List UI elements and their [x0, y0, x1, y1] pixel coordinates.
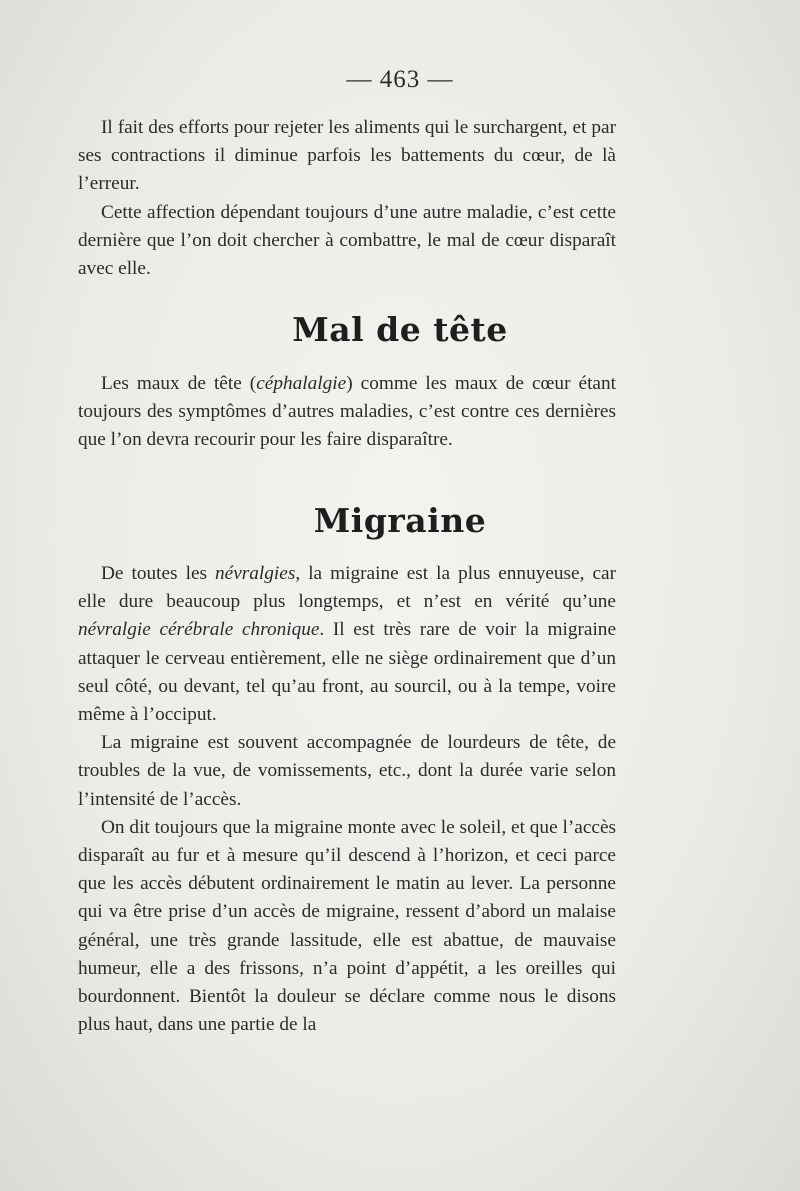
- heading-mal-de-tete: Mal de tête: [292, 310, 508, 349]
- migraine-paragraph-3: On dit toujours que la migraine monte avec le soleil, et que l’accès disparaît au fur et à mesure qu’il descend à l’horizon, et ceci parce que les accès débutent ordinairement le matin au lever. La personne qui va être prise d’un accès de migraine, ressent d’abord un malaise général, une très grande lassitude, elle est abattue, de mauvaise humeur, elle a des frissons, n’a point d’appétit, a les oreilles qui bourdonnent. Bientôt la douleur se déclare comme nous le disons plus haut, dans une partie de la: [78, 816, 616, 1036]
- term-nevralgie-cerebrale: névralgie cérébrale chronique: [78, 619, 320, 641]
- mal-de-tete-text-b: ) comme les maux de cœur étant toujours des symptômes d’autres maladies, c’est contre ces dernières que l’on devra recourir pour les faire disparaître.: [78, 373, 616, 451]
- heading-migraine: Migraine: [313, 501, 487, 540]
- mal-de-tete-paragraph: [78, 370, 616, 455]
- migraine-text-c: . Il est très rare de voir la migraine attaquer le cerveau entièrement, elle ne siège ordinairement que d’un seul côté, ou devant, tel qu’au front, au sourcil, ou à la tempe, voire même à l’occiput.: [78, 619, 616, 726]
- mal-de-tete-text: [78, 370, 616, 455]
- migraine-paragraph-2: La migraine est souvent accompagnée de lourdeurs de tête, de troubles de la vue, de vomissements, etc., dont la durée varie selon l’intensité de l’accès.: [78, 732, 616, 810]
- mal-de-tete-text-a: Les maux de tête (: [101, 373, 257, 394]
- migraine-text: [78, 560, 616, 1039]
- migraine-text-a: De toutes les: [101, 563, 216, 584]
- term-nevralgies: névralgies: [215, 563, 296, 584]
- migraine-paragraph-1: [78, 560, 616, 729]
- migraine-text-b: , la migraine est la plus ennuyeuse, car elle dure beaucoup plus longtemps, et n’est en vérité qu’une: [78, 563, 616, 613]
- intro-paragraph-2: Cette affection dépendant toujours d’une autre maladie, c’est cette dernière que l’on doit chercher à combattre, le mal de cœur disparaît avec elle.: [78, 201, 616, 280]
- term-cephalalgie: céphalalgie: [256, 373, 347, 394]
- intro-text: [78, 114, 616, 283]
- page-number: — 463 —: [346, 66, 454, 93]
- intro-paragraph-1: Il fait des efforts pour rejeter les aliments qui le surchargent, et par ses contractions il diminue parfois les battements du cœur, de là l’erreur.: [78, 117, 616, 195]
